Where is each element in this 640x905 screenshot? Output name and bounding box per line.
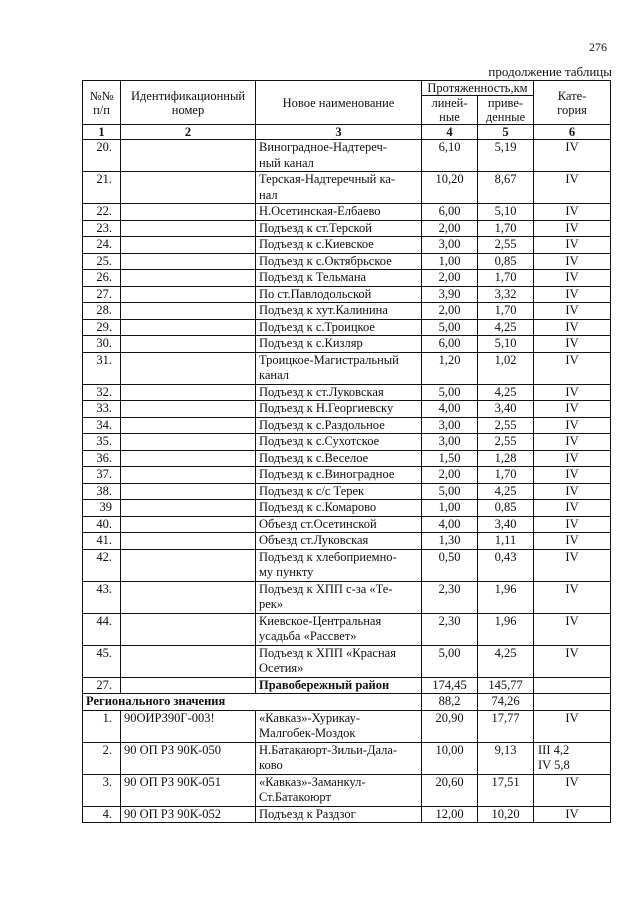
column-number: 1 bbox=[83, 125, 121, 140]
table-row bbox=[83, 220, 611, 237]
row-reduced-length: 9,13 bbox=[478, 742, 534, 774]
district-category bbox=[534, 677, 611, 694]
row-linear-length: 2,00 bbox=[422, 220, 478, 237]
row-id: 90 ОП РЗ 90К-051 bbox=[121, 774, 256, 806]
row-name: Подъезд к с.Веселое bbox=[256, 450, 422, 467]
row-id bbox=[121, 220, 256, 237]
row-linear-length: 5,00 bbox=[422, 319, 478, 336]
row-category: IV bbox=[534, 500, 611, 517]
row-id bbox=[121, 286, 256, 303]
row-category: IV bbox=[534, 613, 611, 645]
row-id bbox=[121, 270, 256, 287]
row-number: 27. bbox=[83, 286, 121, 303]
row-name: Подъезд к с.Кизляр bbox=[256, 336, 422, 353]
regional-reduced-length: 74,26 bbox=[478, 694, 534, 711]
row-linear-length: 5,00 bbox=[422, 384, 478, 401]
row-reduced-length: 3,40 bbox=[478, 516, 534, 533]
row-name: Подъезд к ХПП с-за «Те- рек» bbox=[256, 581, 422, 613]
row-name: Подъезд к хлебоприемно- му пункту bbox=[256, 549, 422, 581]
row-category: IV bbox=[534, 220, 611, 237]
row-reduced-length: 5,19 bbox=[478, 140, 534, 172]
row-category: IV bbox=[534, 434, 611, 451]
row-name: Подъезд к с/с Терек bbox=[256, 483, 422, 500]
row-number: 35. bbox=[83, 434, 121, 451]
row-id: 90 ОП РЗ 90К-050 bbox=[121, 742, 256, 774]
row-number: 34. bbox=[83, 417, 121, 434]
row-id bbox=[121, 613, 256, 645]
row-category: IV bbox=[534, 270, 611, 287]
row-category: IV bbox=[534, 352, 611, 384]
table-row bbox=[83, 742, 611, 774]
row-linear-length: 20,60 bbox=[422, 774, 478, 806]
row-reduced-length: 1,02 bbox=[478, 352, 534, 384]
row-category: IV bbox=[534, 516, 611, 533]
row-linear-length: 1,00 bbox=[422, 253, 478, 270]
row-id bbox=[121, 467, 256, 484]
row-reduced-length: 2,55 bbox=[478, 417, 534, 434]
row-id bbox=[121, 172, 256, 204]
row-category: IV bbox=[534, 581, 611, 613]
row-number: 31. bbox=[83, 352, 121, 384]
row-linear-length: 3,90 bbox=[422, 286, 478, 303]
row-linear-length: 4,00 bbox=[422, 401, 478, 418]
table-row bbox=[83, 774, 611, 806]
header-linear: линей- ные bbox=[422, 96, 478, 125]
row-linear-length: 6,10 bbox=[422, 140, 478, 172]
row-reduced-length: 3,40 bbox=[478, 401, 534, 418]
row-number: 30. bbox=[83, 336, 121, 353]
row-category: IV bbox=[534, 172, 611, 204]
row-name: Подъезд к с.Раздольное bbox=[256, 417, 422, 434]
row-number: 43. bbox=[83, 581, 121, 613]
row-linear-length: 1,30 bbox=[422, 533, 478, 550]
header-reduced: приве- денные bbox=[478, 96, 534, 125]
column-number: 4 bbox=[422, 125, 478, 140]
row-name: Подъезд к ХПП «Красная Осетия» bbox=[256, 645, 422, 677]
row-name: По ст.Павлодольской bbox=[256, 286, 422, 303]
row-id bbox=[121, 303, 256, 320]
row-name: Троицкое-Магистральный канал bbox=[256, 352, 422, 384]
table-row bbox=[83, 417, 611, 434]
district-name: Правобережный район bbox=[256, 677, 422, 694]
row-id bbox=[121, 645, 256, 677]
row-reduced-length: 1,96 bbox=[478, 613, 534, 645]
table-row bbox=[83, 270, 611, 287]
row-category: IV bbox=[534, 774, 611, 806]
header-category: Кате- гория bbox=[534, 81, 611, 125]
column-number: 3 bbox=[256, 125, 422, 140]
header-length-group: Протяженность,км bbox=[422, 81, 534, 96]
row-name: Подъезд к с.Сухотское bbox=[256, 434, 422, 451]
row-reduced-length: 4,25 bbox=[478, 483, 534, 500]
row-number: 41. bbox=[83, 533, 121, 550]
row-id bbox=[121, 352, 256, 384]
continuation-label: продолжение таблицы bbox=[488, 64, 612, 79]
row-name: «Кавказ»-Заманкул- Ст.Батакоюрт bbox=[256, 774, 422, 806]
row-number: 37. bbox=[83, 467, 121, 484]
row-linear-length: 6,00 bbox=[422, 204, 478, 221]
row-linear-length: 5,00 bbox=[422, 483, 478, 500]
table-row bbox=[83, 336, 611, 353]
table-row bbox=[83, 352, 611, 384]
row-category: IV bbox=[534, 533, 611, 550]
row-reduced-length: 1,70 bbox=[478, 220, 534, 237]
row-number: 2. bbox=[83, 742, 121, 774]
row-id bbox=[121, 434, 256, 451]
table-row bbox=[83, 237, 611, 254]
row-reduced-length: 2,55 bbox=[478, 434, 534, 451]
row-name: Подъезд к с.Киевское bbox=[256, 237, 422, 254]
row-name: Подъезд к Н.Георгиевску bbox=[256, 401, 422, 418]
district-number: 27. bbox=[83, 677, 121, 694]
row-linear-length: 3,00 bbox=[422, 237, 478, 254]
row-id bbox=[121, 140, 256, 172]
row-number: 36. bbox=[83, 450, 121, 467]
district-id bbox=[121, 677, 256, 694]
row-linear-length: 2,00 bbox=[422, 303, 478, 320]
table-row bbox=[83, 549, 611, 581]
row-name: Н.Батакаюрт-Зильи-Дала- ково bbox=[256, 742, 422, 774]
row-name: Подъезд к с.Октябрьское bbox=[256, 253, 422, 270]
row-category: IV bbox=[534, 253, 611, 270]
row-number: 23. bbox=[83, 220, 121, 237]
row-linear-length: 3,00 bbox=[422, 417, 478, 434]
regional-category bbox=[534, 694, 611, 711]
row-name: Подъезд к Раздзог bbox=[256, 806, 422, 823]
row-id bbox=[121, 516, 256, 533]
table-row bbox=[83, 613, 611, 645]
row-linear-length: 3,00 bbox=[422, 434, 478, 451]
row-number: 44. bbox=[83, 613, 121, 645]
row-number: 26. bbox=[83, 270, 121, 287]
row-category: IV bbox=[534, 204, 611, 221]
row-number: 3. bbox=[83, 774, 121, 806]
row-name: Подъезд к ст.Терской bbox=[256, 220, 422, 237]
row-reduced-length: 2,55 bbox=[478, 237, 534, 254]
table-row bbox=[83, 253, 611, 270]
row-name: Подъезд к с.Троицкое bbox=[256, 319, 422, 336]
row-id bbox=[121, 336, 256, 353]
row-number: 20. bbox=[83, 140, 121, 172]
row-category: IV bbox=[534, 303, 611, 320]
row-linear-length: 1,00 bbox=[422, 500, 478, 517]
column-number: 2 bbox=[121, 125, 256, 140]
row-id: 90 ОП РЗ 90К-052 bbox=[121, 806, 256, 823]
row-reduced-length: 4,25 bbox=[478, 645, 534, 677]
row-reduced-length: 4,25 bbox=[478, 319, 534, 336]
row-reduced-length: 17,77 bbox=[478, 710, 534, 742]
row-category: IV bbox=[534, 319, 611, 336]
row-reduced-length: 4,25 bbox=[478, 384, 534, 401]
table-row bbox=[83, 806, 611, 823]
row-number: 24. bbox=[83, 237, 121, 254]
row-id bbox=[121, 549, 256, 581]
row-number: 4. bbox=[83, 806, 121, 823]
row-reduced-length: 1,70 bbox=[478, 467, 534, 484]
row-name: «Кавказ»-Хурикау- Малгобек-Моздок bbox=[256, 710, 422, 742]
row-number: 40. bbox=[83, 516, 121, 533]
table-row bbox=[83, 710, 611, 742]
row-linear-length: 10,00 bbox=[422, 742, 478, 774]
row-name: Виноградное-Надтереч- ный канал bbox=[256, 140, 422, 172]
district-reduced-length: 145,77 bbox=[478, 677, 534, 694]
table-row bbox=[83, 204, 611, 221]
table-row bbox=[83, 450, 611, 467]
row-id bbox=[121, 384, 256, 401]
table-row bbox=[83, 319, 611, 336]
table-row bbox=[83, 401, 611, 418]
row-linear-length: 2,00 bbox=[422, 270, 478, 287]
row-number: 1. bbox=[83, 710, 121, 742]
row-linear-length: 2,00 bbox=[422, 467, 478, 484]
table-row bbox=[83, 434, 611, 451]
row-id bbox=[121, 581, 256, 613]
row-name: Подъезд к с.Виноградное bbox=[256, 467, 422, 484]
regional-section-row bbox=[83, 694, 611, 711]
row-linear-length: 1,50 bbox=[422, 450, 478, 467]
header-row bbox=[83, 81, 611, 96]
row-name: Объезд ст.Осетинской bbox=[256, 516, 422, 533]
district-total-row bbox=[83, 677, 611, 694]
row-reduced-length: 0,43 bbox=[478, 549, 534, 581]
row-category: IV bbox=[534, 401, 611, 418]
row-id: 90ОИРЗ90Г-003! bbox=[121, 710, 256, 742]
row-reduced-length: 1,70 bbox=[478, 303, 534, 320]
row-linear-length: 2,30 bbox=[422, 613, 478, 645]
roads-table bbox=[82, 80, 611, 823]
row-number: 22. bbox=[83, 204, 121, 221]
row-number: 38. bbox=[83, 483, 121, 500]
row-id bbox=[121, 253, 256, 270]
table-row bbox=[83, 286, 611, 303]
table-row bbox=[83, 500, 611, 517]
row-number: 21. bbox=[83, 172, 121, 204]
row-category: IV bbox=[534, 806, 611, 823]
row-reduced-length: 0,85 bbox=[478, 500, 534, 517]
row-reduced-length: 1,28 bbox=[478, 450, 534, 467]
row-name: Киевское-Центральная усадьба «Рассвет» bbox=[256, 613, 422, 645]
table-row bbox=[83, 645, 611, 677]
column-number: 6 bbox=[534, 125, 611, 140]
row-linear-length: 1,20 bbox=[422, 352, 478, 384]
row-linear-length: 12,00 bbox=[422, 806, 478, 823]
row-category: IV bbox=[534, 467, 611, 484]
table-row bbox=[83, 467, 611, 484]
row-category: III 4,2 IV 5,8 bbox=[534, 742, 611, 774]
row-name: Н.Осетинская-Елбаево bbox=[256, 204, 422, 221]
row-reduced-length: 5,10 bbox=[478, 336, 534, 353]
row-category: IV bbox=[534, 549, 611, 581]
row-id bbox=[121, 204, 256, 221]
row-category: IV bbox=[534, 140, 611, 172]
header-num: №№ п/п bbox=[83, 81, 121, 125]
table-row bbox=[83, 483, 611, 500]
row-reduced-length: 8,67 bbox=[478, 172, 534, 204]
district-linear-length: 174,45 bbox=[422, 677, 478, 694]
row-linear-length: 4,00 bbox=[422, 516, 478, 533]
row-linear-length: 5,00 bbox=[422, 645, 478, 677]
row-category: IV bbox=[534, 483, 611, 500]
row-number: 32. bbox=[83, 384, 121, 401]
row-id bbox=[121, 483, 256, 500]
row-id bbox=[121, 237, 256, 254]
regional-linear-length: 88,2 bbox=[422, 694, 478, 711]
row-category: IV bbox=[534, 450, 611, 467]
row-category: IV bbox=[534, 645, 611, 677]
table-row bbox=[83, 303, 611, 320]
row-linear-length: 2,30 bbox=[422, 581, 478, 613]
table-row bbox=[83, 516, 611, 533]
row-number: 39 bbox=[83, 500, 121, 517]
regional-section-label: Регионального значения bbox=[83, 694, 422, 711]
row-number: 29. bbox=[83, 319, 121, 336]
row-id bbox=[121, 500, 256, 517]
table-row bbox=[83, 581, 611, 613]
row-number: 33. bbox=[83, 401, 121, 418]
row-category: IV bbox=[534, 336, 611, 353]
row-reduced-length: 17,51 bbox=[478, 774, 534, 806]
row-name: Подъезд к Тельмана bbox=[256, 270, 422, 287]
row-reduced-length: 1,96 bbox=[478, 581, 534, 613]
header-name: Новое наименование bbox=[256, 81, 422, 125]
row-reduced-length: 0,85 bbox=[478, 253, 534, 270]
row-category: IV bbox=[534, 417, 611, 434]
row-id bbox=[121, 401, 256, 418]
row-category: IV bbox=[534, 384, 611, 401]
row-reduced-length: 1,70 bbox=[478, 270, 534, 287]
row-number: 28. bbox=[83, 303, 121, 320]
column-number-row bbox=[83, 125, 611, 140]
row-id bbox=[121, 450, 256, 467]
table-row bbox=[83, 140, 611, 172]
page-number: 276 bbox=[589, 40, 607, 54]
row-name: Терская-Надтеречный ка- нал bbox=[256, 172, 422, 204]
row-id bbox=[121, 319, 256, 336]
row-number: 45. bbox=[83, 645, 121, 677]
row-name: Подъезд к с.Комарово bbox=[256, 500, 422, 517]
row-category: IV bbox=[534, 710, 611, 742]
column-number: 5 bbox=[478, 125, 534, 140]
row-reduced-length: 1,11 bbox=[478, 533, 534, 550]
table-row bbox=[83, 172, 611, 204]
row-reduced-length: 5,10 bbox=[478, 204, 534, 221]
row-id bbox=[121, 533, 256, 550]
row-category: IV bbox=[534, 237, 611, 254]
row-reduced-length: 3,32 bbox=[478, 286, 534, 303]
row-id bbox=[121, 417, 256, 434]
header-id: Идентификационный номер bbox=[121, 81, 256, 125]
row-number: 25. bbox=[83, 253, 121, 270]
row-number: 42. bbox=[83, 549, 121, 581]
row-name: Подъезд к ст.Луковская bbox=[256, 384, 422, 401]
row-category: IV bbox=[534, 286, 611, 303]
row-name: Подъезд к хут.Калинина bbox=[256, 303, 422, 320]
row-linear-length: 10,20 bbox=[422, 172, 478, 204]
row-linear-length: 6,00 bbox=[422, 336, 478, 353]
table-row bbox=[83, 533, 611, 550]
row-name: Объезд ст.Луковская bbox=[256, 533, 422, 550]
row-linear-length: 0,50 bbox=[422, 549, 478, 581]
table-row bbox=[83, 384, 611, 401]
row-linear-length: 20,90 bbox=[422, 710, 478, 742]
row-reduced-length: 10,20 bbox=[478, 806, 534, 823]
